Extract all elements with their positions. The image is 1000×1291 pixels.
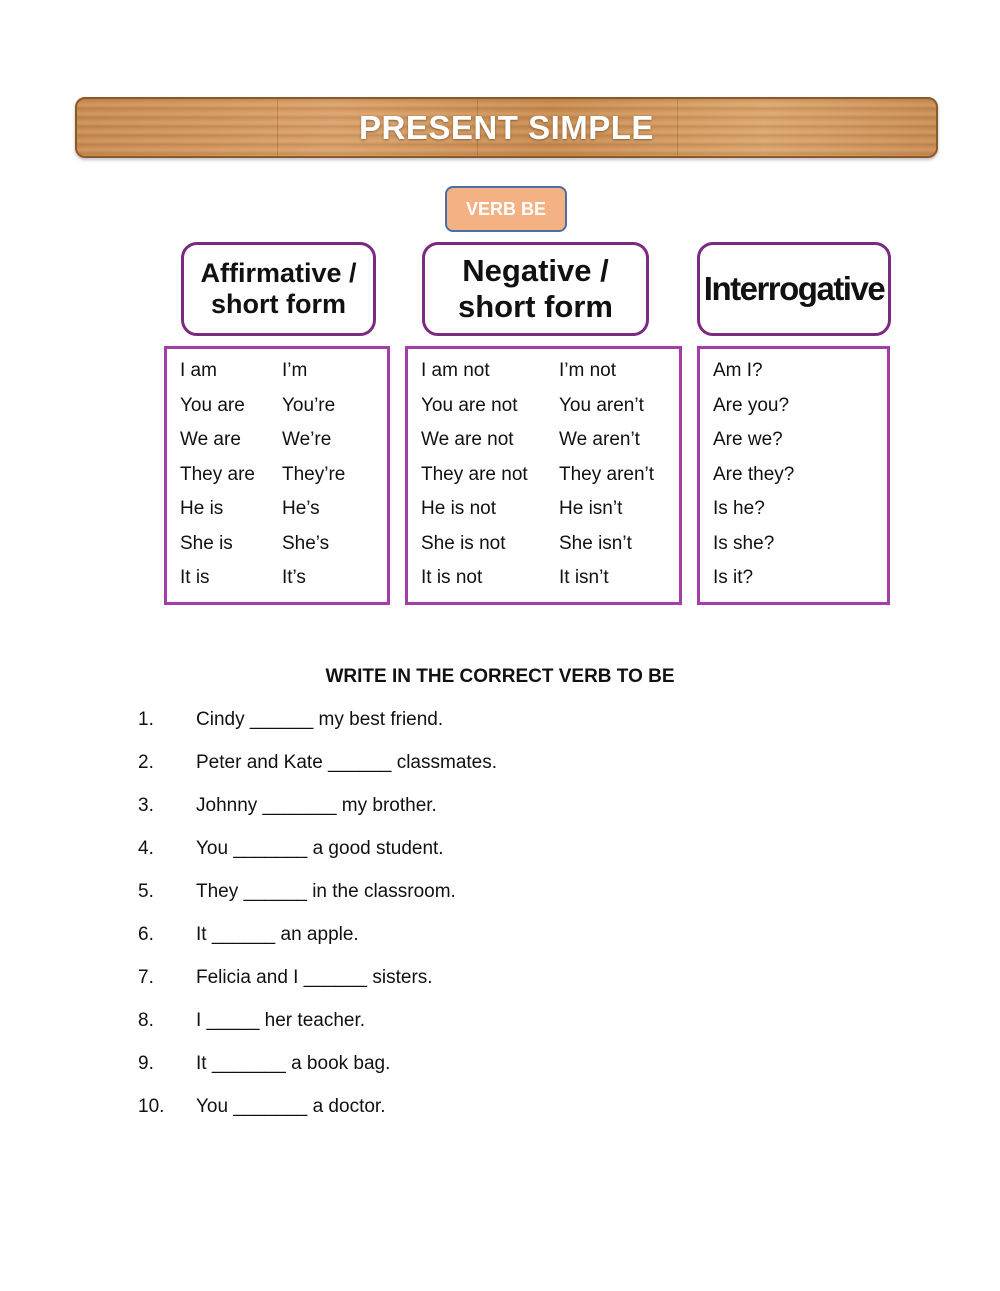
negative-short: It isn’t: [559, 567, 609, 588]
exercise-number: 3.: [138, 795, 154, 816]
interrogative-item: Is it?: [713, 567, 754, 588]
exercise-sentence: Felicia and I ______ sisters.: [196, 967, 433, 988]
negative-short: She isn’t: [559, 533, 632, 554]
verb-be-label: VERB BE: [445, 186, 567, 232]
interrogative-item: Is he?: [713, 498, 765, 519]
affirmative-full: They are: [180, 464, 255, 485]
negative-short: You aren’t: [559, 395, 644, 416]
exercise-sentence: It _______ a book bag.: [196, 1053, 391, 1074]
exercise-sentence: You _______ a doctor.: [196, 1096, 386, 1117]
interrogative-item: Are we?: [713, 429, 783, 450]
exercise-sentence: Cindy ______ my best friend.: [196, 709, 444, 730]
exercise-sentence: I _____ her teacher.: [196, 1010, 366, 1031]
interrogative-item: Are they?: [713, 464, 795, 485]
affirmative-short: You’re: [282, 395, 336, 416]
interrogative-header: Interrogative: [697, 242, 891, 336]
negative-full: He is not: [421, 498, 496, 519]
negative-short: We aren’t: [559, 429, 640, 450]
affirmative-full: It is: [180, 567, 210, 588]
affirmative-short: We’re: [282, 429, 332, 450]
exercise-sentence: Johnny _______ my brother.: [196, 795, 437, 816]
exercise-number: 9.: [138, 1053, 154, 1074]
affirmative-short: I’m: [282, 360, 308, 381]
title-banner: [75, 97, 938, 158]
affirmative-short: It’s: [282, 567, 306, 588]
affirmative-full: She is: [180, 533, 233, 554]
affirmative-short: They’re: [282, 464, 346, 485]
exercise-number: 8.: [138, 1010, 154, 1031]
exercise-number: 1.: [138, 709, 154, 730]
negative-full: We are not: [421, 429, 514, 450]
negative-full: They are not: [421, 464, 528, 485]
interrogative-item: Are you?: [713, 395, 790, 416]
exercise-number: 4.: [138, 838, 154, 859]
exercise-number: 5.: [138, 881, 154, 902]
negative-header-line2: short form: [458, 289, 613, 324]
exercise-title: WRITE IN THE CORRECT VERB TO BE: [325, 666, 675, 687]
negative-short: They aren’t: [559, 464, 655, 485]
affirmative-full: I am: [180, 360, 217, 381]
negative-full: I am not: [421, 360, 490, 381]
negative-full: She is not: [421, 533, 506, 554]
affirmative-full: We are: [180, 429, 241, 450]
affirmative-full: You are: [180, 395, 245, 416]
exercise-number: 6.: [138, 924, 154, 945]
exercise-number: 2.: [138, 752, 154, 773]
negative-short: I’m not: [559, 360, 617, 381]
exercise-sentence: Peter and Kate ______ classmates.: [196, 752, 498, 773]
affirmative-short: She’s: [282, 533, 330, 554]
negative-full: It is not: [421, 567, 483, 588]
affirmative-header-line1: Affirmative /: [200, 257, 357, 288]
exercise-number: 10.: [138, 1096, 165, 1117]
exercise-sentence: It ______ an apple.: [196, 924, 359, 945]
negative-header: [422, 242, 649, 336]
negative-full: You are not: [421, 395, 518, 416]
exercise-sentence: They ______ in the classroom.: [196, 881, 456, 902]
interrogative-item: Am I?: [713, 360, 763, 381]
exercise-sentence: You _______ a good student.: [196, 838, 444, 859]
affirmative-header-line2: short form: [210, 289, 346, 319]
affirmative-full: He is: [180, 498, 224, 519]
page-title: PRESENT SIMPLE: [359, 108, 654, 146]
affirmative-header: [181, 242, 376, 336]
interrogative-item: Is she?: [713, 533, 775, 554]
affirmative-short: He’s: [282, 498, 320, 519]
negative-short: He isn’t: [559, 498, 623, 519]
exercise-number: 7.: [138, 967, 154, 988]
negative-header-line1: Negative /: [462, 253, 609, 289]
